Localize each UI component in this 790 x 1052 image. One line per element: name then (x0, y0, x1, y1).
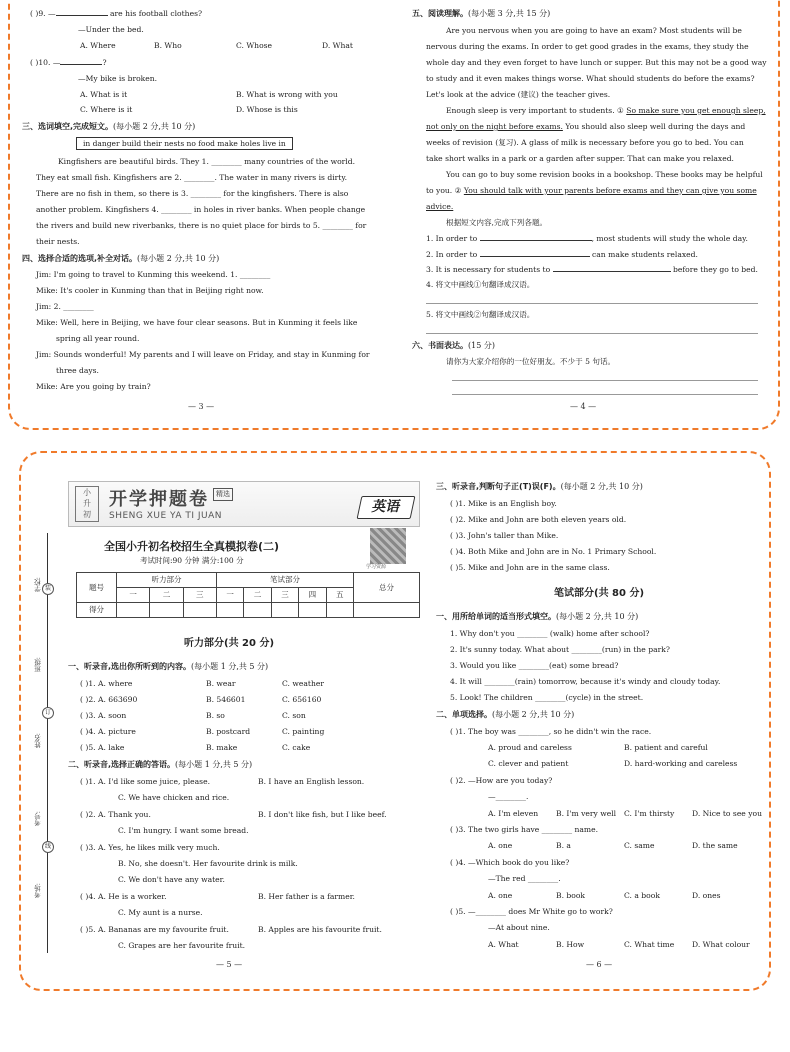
w2-q2-opt-b: B. I'm very well (556, 809, 617, 818)
para1-line-3: whole day and they even forget to have lunch or supper. But this may not be a good way (426, 58, 767, 67)
writing-line-1 (452, 380, 758, 381)
score-cell[interactable] (271, 603, 298, 618)
score-cell[interactable] (150, 603, 183, 618)
page-number-4: — 4 — (570, 402, 597, 411)
task-q1: 1. In order to , most students will study the whole day. (426, 234, 748, 243)
w2-q2-opt-c: C. I'm thirsty (624, 809, 675, 818)
w2-q3: ( )3. The two girls have ________ name. (450, 825, 598, 834)
score-cell[interactable] (299, 603, 326, 618)
s1-item-5: ( )5. A. lake (80, 743, 125, 752)
score-cell[interactable] (183, 603, 216, 618)
para1-line-4: to study and it even makes things worse. What should students do before the exams? (426, 74, 755, 83)
binding-label-name: 姓名: (34, 733, 42, 749)
w1-item-4: 4. It will ________(rain) tomorrow, because it's windy and cloudy today. (450, 677, 721, 686)
s2-item-3: ( )3. A. Yes, he likes milk very much. (80, 843, 220, 852)
subject-tag: 英语 (357, 496, 416, 519)
page-number-3: — 3 — (188, 402, 215, 411)
col-header: 三 (271, 588, 298, 603)
s1-item-5-c: C. cake (282, 743, 311, 752)
w2-q1-opt-a: A. proud and careless (488, 743, 572, 752)
w2-q4-answer: —The red ________. (488, 874, 561, 883)
page-3 (22, 0, 390, 420)
dialog-line-7: three days. (56, 366, 99, 375)
score-cell[interactable] (117, 603, 150, 618)
s2-item-2: ( )2. A. Thank you. (80, 810, 151, 819)
answer-line-q5 (426, 333, 758, 334)
w2-q5-answer: —At about nine. (488, 923, 550, 932)
listen-s1-title: 一、听录音,选出你所听到的内容。(每小题 1 分,共 5 分) (68, 662, 269, 671)
w1-item-3: 3. Would you like ________(eat) some bread? (450, 661, 619, 670)
s2-item-2-c: C. I'm hungry. I want some bread. (118, 826, 249, 835)
listen-s3-title: 三、听录音,判断句子正(T)误(F)。(每小题 2 分,共 10 分) (436, 482, 643, 491)
dialog-line-6: Jim: Sounds wonderful! My parents and I will leave on Friday, and stay in Kunming for (36, 350, 370, 359)
binding-line (47, 533, 48, 953)
q10-answer: —My bike is broken. (78, 74, 158, 83)
col-header: 一 (117, 588, 150, 603)
passage-line-1: Kingfishers are beautiful birds. They 1. ________ many countries of the world. (58, 157, 356, 166)
q9-opt-b: B. Who (154, 41, 182, 50)
s2-item-5-c: C. Grapes are her favourite fruit. (118, 941, 246, 950)
s1-item-3-b: B. so (206, 711, 225, 720)
s1-item-5-b: B. make (206, 743, 238, 752)
col-header: 四 (299, 588, 326, 603)
passage-line-4: another problem. Kingfishers 4. ________ in holes in river banks. When people change (36, 205, 366, 214)
th-listening: 听力部分 (117, 573, 217, 588)
s1-item-1-b: B. wear (206, 679, 236, 688)
word-box: in danger build their nests no food make holes live in (76, 137, 293, 150)
section-6-title: 六、书面表达。(15 分) (412, 341, 495, 350)
task-q4: 4. 将文中画线①句翻译成汉语。 (426, 280, 535, 289)
page-number-6: — 6 — (586, 960, 613, 969)
binding-circle-xian: 线 (42, 841, 54, 853)
w2-q5-opt-b: B. How (556, 940, 585, 949)
dialog-line-8: Mike: Are you going by train? (36, 382, 151, 391)
passage-line-5: the rivers and build new riverbanks, there is no quiet place for birds to 5. ________ for (36, 221, 367, 230)
q10-opt-c: C. Where is it (80, 105, 133, 114)
col-header: 一 (216, 588, 243, 603)
brand-pinyin: SHENG XUE YA TI JUAN (109, 511, 222, 521)
s2-item-1-c: C. We have chicken and rice. (118, 793, 230, 802)
task-q3: 3. It is necessary for students to before they go to bed. (426, 265, 758, 274)
q9-opt-d: D. What (322, 41, 353, 50)
score-cell-total[interactable] (354, 603, 420, 618)
col-header: 三 (183, 588, 216, 603)
written-s1-title: 一、用所给单词的适当形式填空。(每小题 2 分,共 10 分) (436, 612, 639, 621)
w2-q5-opt-d: D. What colour (692, 940, 750, 949)
listen-s2-title: 二、听录音,选择正确的答语。(每小题 1 分,共 5 分) (68, 760, 253, 769)
dialog-line-4: Mike: Well, here in Beijing, we have four clear seasons. But in Kunming it feels like (36, 318, 358, 327)
w2-q3-opt-d: D. the same (692, 841, 738, 850)
w1-item-5: 5. Look! The children ________(cycle) in the street. (450, 693, 644, 702)
page-6 (436, 453, 766, 983)
th-total: 总分 (354, 573, 420, 603)
passage-line-2: They eat small fish. Kingfishers are 2. ________. The water in many rivers is dirty. (36, 173, 348, 182)
passage-line-3: There are no fish in them, so there is 3. ________ for the kingfishers. There is also (36, 189, 349, 198)
s2-item-2-b: B. I don't like fish, but I like beef. (258, 810, 387, 819)
w2-q1-opt-d: D. hard-working and careless (624, 759, 738, 768)
page-4 (412, 0, 772, 420)
w2-q1-opt-c: C. clever and patient (488, 759, 569, 768)
w2-q1: ( )1. The boy was ________, so he didn't win the race. (450, 727, 652, 736)
col-header: 五 (326, 588, 353, 603)
col-header: 二 (150, 588, 183, 603)
dialog-line-2: Mike: It's cooler in Kunming than that in Beijing right now. (36, 286, 264, 295)
w2-q4-opt-d: D. ones (692, 891, 721, 900)
passage-line-6: their nests. (36, 237, 80, 246)
binding-circle-zhuang: 装 (42, 583, 54, 595)
s2-item-4-b: B. Her father is a farmer. (258, 892, 355, 901)
w2-q4: ( )4. —Which book do you like? (450, 858, 570, 867)
written-s2-title: 二、单项选择。(每小题 2 分,共 10 分) (436, 710, 575, 719)
writing-prompt: 请你为大家介绍你的一位好朋友。不少于 5 句话。 (446, 357, 616, 366)
w2-q3-opt-b: B. a (556, 841, 571, 850)
w2-q3-opt-a: A. one (488, 841, 513, 850)
s1-item-3: ( )3. A. soon (80, 711, 127, 720)
para1-line-5: Let's look at the advice (建议) the teacher gives. (426, 90, 611, 99)
q10-line: ( )10. — ? (30, 58, 107, 67)
score-cell[interactable] (216, 603, 243, 618)
s3-item-5: ( )5. Mike and John are in the same class. (450, 563, 610, 572)
s1-item-2-c: C. 656160 (282, 695, 322, 704)
s1-item-2: ( )2. A. 663690 (80, 695, 138, 704)
w2-q2-opt-d: D. Nice to see you (692, 809, 762, 818)
w1-item-2: 2. It's sunny today. What about ________(run) in the park? (450, 645, 670, 654)
q9-answer: —Under the bed. (78, 25, 144, 34)
th-written: 笔试部分 (216, 573, 353, 588)
q10-opt-b: B. What is wrong with you (236, 90, 338, 99)
para2-line-1: Enough sleep is very important to students. ① So make sure you get enough sleep, (446, 106, 766, 115)
para3-line-2: to you. ② You should talk with your parents before exams and they can give you some (426, 186, 757, 195)
score-cell[interactable] (326, 603, 353, 618)
section-5-title: 五、阅读理解。(每小题 3 分,共 15 分) (412, 9, 551, 18)
q9-opt-c: C. Whose (236, 41, 273, 50)
q10-opt-d: D. Whose is this (236, 105, 298, 114)
s1-item-1-c: C. weather (282, 679, 324, 688)
logo-badge: 精选 (213, 488, 233, 501)
q10-opt-a: A. What is it (80, 90, 128, 99)
task-q5: 5. 将文中画线②句翻译成汉语。 (426, 310, 535, 319)
section-4-title: 四、选择合适的选项,补全对话。(每小题 2 分,共 10 分) (22, 254, 220, 263)
s2-item-4-c: C. My aunt is a nurse. (118, 908, 203, 917)
brand-logo: 开学押题卷 (109, 489, 209, 510)
exam-info: 考试时间:90 分钟 满分:100 分 (140, 556, 244, 565)
s2-item-3-b: B. No, she doesn't. Her favourite drink is milk. (118, 859, 298, 868)
logo-side-box: 小 升 初 (75, 486, 99, 522)
s1-item-2-b: B. 546601 (206, 695, 246, 704)
w1-item-1: 1. Why don't you ________ (walk) home after school? (450, 629, 650, 638)
s3-item-1: ( )1. Mike is an English boy. (450, 499, 557, 508)
row-score-label: 得分 (77, 603, 117, 618)
w2-q2: ( )2. —How are you today? (450, 776, 553, 785)
dialog-line-3: Jim: 2. ________ (36, 302, 94, 311)
s2-item-5: ( )5. A. Bananas are my favourite fruit. (80, 925, 229, 934)
w2-q2-opt-a: A. I'm eleven (488, 809, 539, 818)
listening-section-title: 听力部分(共 20 分) (184, 638, 275, 649)
page-5 (20, 453, 410, 983)
binding-label-id: 考号: (34, 811, 42, 827)
para1-line-1: Are you nervous when you are going to have an exam? Most students will be (446, 26, 742, 35)
written-section-title: 笔试部分(共 80 分) (554, 588, 645, 599)
s3-item-2: ( )2. Mike and John are both eleven years old. (450, 515, 627, 524)
q9-line: ( )9. — are his football clothes? (30, 9, 203, 18)
w2-q1-opt-b: B. patient and careful (624, 743, 708, 752)
s1-item-4: ( )4. A. picture (80, 727, 136, 736)
s2-item-1-b: B. I have an English lesson. (258, 777, 365, 786)
s2-item-4: ( )4. A. He is a worker. (80, 892, 167, 901)
para2-line-2: not only on the night before exams. You should also sleep well during the days and (426, 122, 746, 131)
score-table (76, 572, 420, 618)
writing-line-2 (452, 394, 758, 395)
binding-label-room: 考场: (34, 883, 42, 899)
para1-line-2: nervous during the exams. In order to get good grades in the exams, they study the (426, 42, 749, 51)
s2-item-5-b: B. Apples are his favourite fruit. (258, 925, 382, 934)
s1-item-4-c: C. painting (282, 727, 325, 736)
w2-q3-opt-c: C. same (624, 841, 655, 850)
section-3-title: 三、选词填空,完成短文。(每小题 2 分,共 10 分) (22, 122, 196, 131)
instruction: 根据短文内容,完成下列各题。 (446, 218, 548, 227)
answer-line-q4 (426, 303, 758, 304)
w2-q4-opt-b: B. book (556, 891, 586, 900)
exam-title: 全国小升初名校招生全真模拟卷(二) (104, 540, 280, 553)
s3-item-4: ( )4. Both Mike and John are in No. 1 Primary School. (450, 547, 657, 556)
dialog-line-5: spring all year round. (56, 334, 140, 343)
s2-item-3-c: C. We don't have any water. (118, 875, 225, 884)
q9-opt-a: A. Where (80, 41, 116, 50)
col-header: 二 (244, 588, 271, 603)
exam-header-banner (68, 481, 420, 527)
w2-q5-opt-a: A. What (488, 940, 519, 949)
para3-line-1: You can go to buy some revision books in a bookshop. These books may be helpful (446, 170, 763, 179)
s3-item-3: ( )3. John's taller than Mike. (450, 531, 559, 540)
th-question-no: 题号 (77, 573, 117, 603)
w2-q2-answer: —________. (488, 792, 529, 801)
binding-label-school: 学校: (34, 577, 42, 593)
binding-label-class: 班级: (34, 657, 42, 673)
w2-q4-opt-a: A. one (488, 891, 513, 900)
s1-item-1: ( )1. A. where (80, 679, 133, 688)
w2-q5-opt-c: C. What time (624, 940, 675, 949)
task-q2: 2. In order to can make students relaxed. (426, 250, 698, 259)
page-number-5: — 5 — (216, 960, 243, 969)
binding-circle-ding: 订 (42, 707, 54, 719)
s2-item-1: ( )1. A. I'd like some juice, please. (80, 777, 210, 786)
s1-item-3-c: C. son (282, 711, 306, 720)
qr-code-icon (370, 528, 406, 564)
dialog-line-1: Jim: I'm going to travel to Kunming this weekend. 1. ________ (36, 270, 271, 279)
para3-line-3: advice. (426, 202, 454, 211)
underlined-sentence-1: So make sure you get enough sleep, (626, 106, 766, 115)
para2-line-4: take short walks in a park or a garden after supper. That can make you relaxed. (426, 154, 734, 163)
w2-q5: ( )5. —________ does Mr White go to work? (450, 907, 613, 916)
w2-q4-opt-c: C. a book (624, 891, 660, 900)
qr-caption: 学习资源 (366, 564, 387, 570)
para2-line-3: weeks of revision (复习). A glass of milk is necessary before you go to bed. You can (426, 138, 744, 147)
s1-item-4-b: B. postcard (206, 727, 251, 736)
underlined-sentence-2: You should talk with your parents before exams and they can give you some (463, 186, 757, 195)
score-cell[interactable] (244, 603, 271, 618)
